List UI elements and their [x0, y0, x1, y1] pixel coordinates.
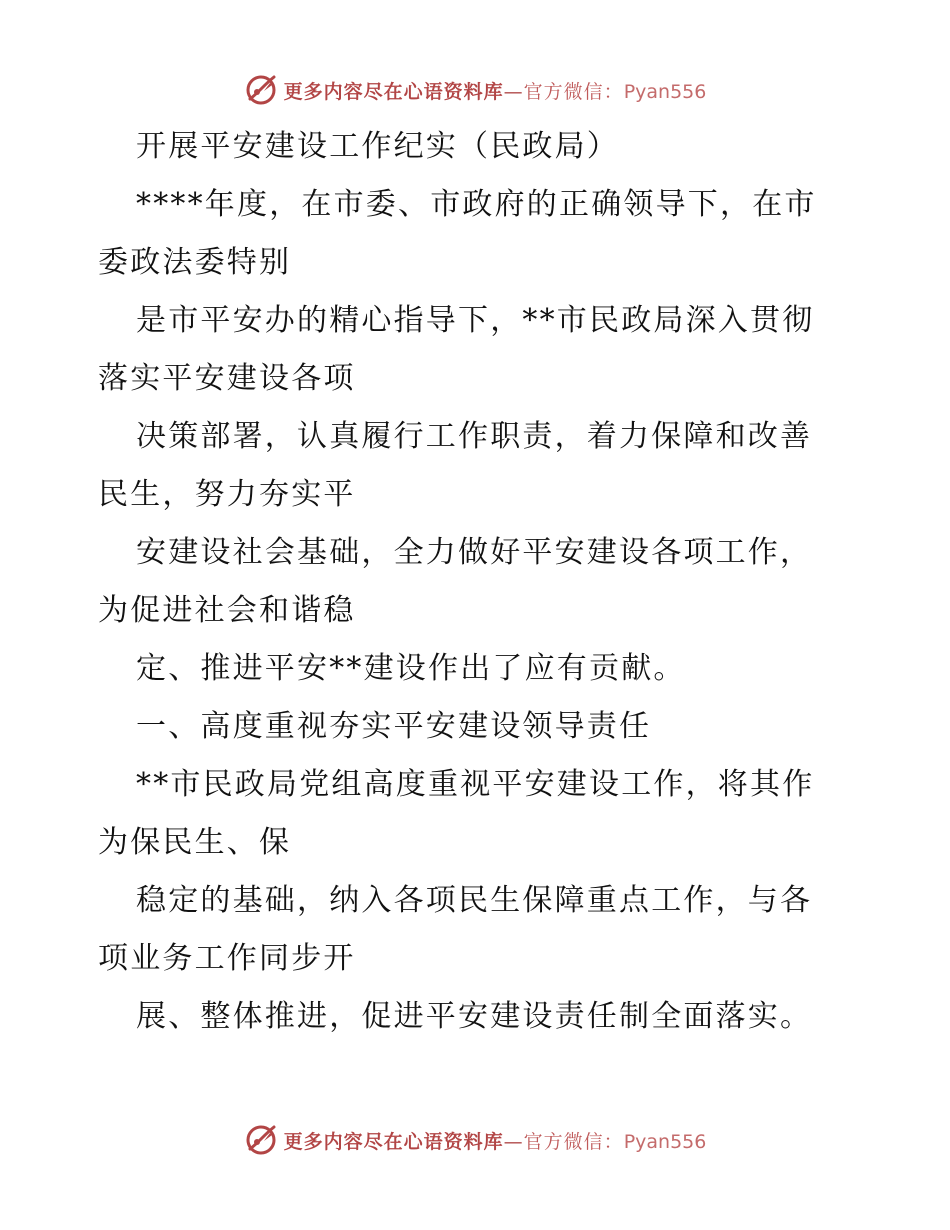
watermark-wechat-id: Pyan556: [623, 80, 707, 103]
document-line: 展、整体推进，促进平安建设责任制全面落实。: [136, 999, 813, 1034]
document-line: 委政法委特别: [98, 245, 292, 280]
watermark-site: 更多内容尽在心语资料库: [283, 1130, 504, 1153]
document-line: **市民政局党组高度重视平安建设工作，将其作: [136, 767, 815, 802]
document-line: 稳定的基础，纳入各项民生保障重点工作，与各: [136, 883, 813, 918]
document-line: 为促进社会和谐稳: [98, 593, 356, 628]
document-line: 落实平安建设各项: [98, 361, 356, 396]
header-watermark: [0, 70, 950, 110]
pen-circle-logo-icon: [244, 1123, 278, 1157]
document-body: [98, 118, 858, 1046]
watermark-text: [284, 77, 707, 104]
document-line: 为保民生、保: [98, 825, 292, 860]
document-line: 安建设社会基础，全力做好平安建设各项工作，: [136, 535, 813, 570]
document-line: 定、推进平安**建设作出了应有贡献。: [136, 651, 686, 686]
footer-watermark: [0, 1120, 950, 1160]
watermark-site: 更多内容尽在心语资料库: [283, 80, 504, 103]
document-line: 一、高度重视夯实平安建设领导责任: [136, 709, 652, 744]
document-line: ****年度，在市委、市政府的正确领导下，在市: [136, 187, 817, 222]
document-line: 是市平安办的精心指导下，**市民政局深入贯彻: [136, 303, 815, 338]
watermark-dash: —: [503, 80, 524, 103]
document-line: 项业务工作同步开: [98, 941, 356, 976]
document-line: 决策部署，认真履行工作职责，着力保障和改善: [136, 419, 813, 454]
pen-circle-logo-icon: [244, 73, 278, 107]
watermark-wechat-label: 官方微信：: [523, 1130, 624, 1153]
document-line: 开展平安建设工作纪实（民政局）: [136, 129, 619, 164]
watermark-wechat-id: Pyan556: [623, 1130, 707, 1153]
watermark-dash: —: [503, 1130, 524, 1153]
document-line: 民生，努力夯实平: [98, 477, 356, 512]
watermark-wechat-label: 官方微信：: [523, 80, 624, 103]
watermark-text: [284, 1127, 707, 1154]
